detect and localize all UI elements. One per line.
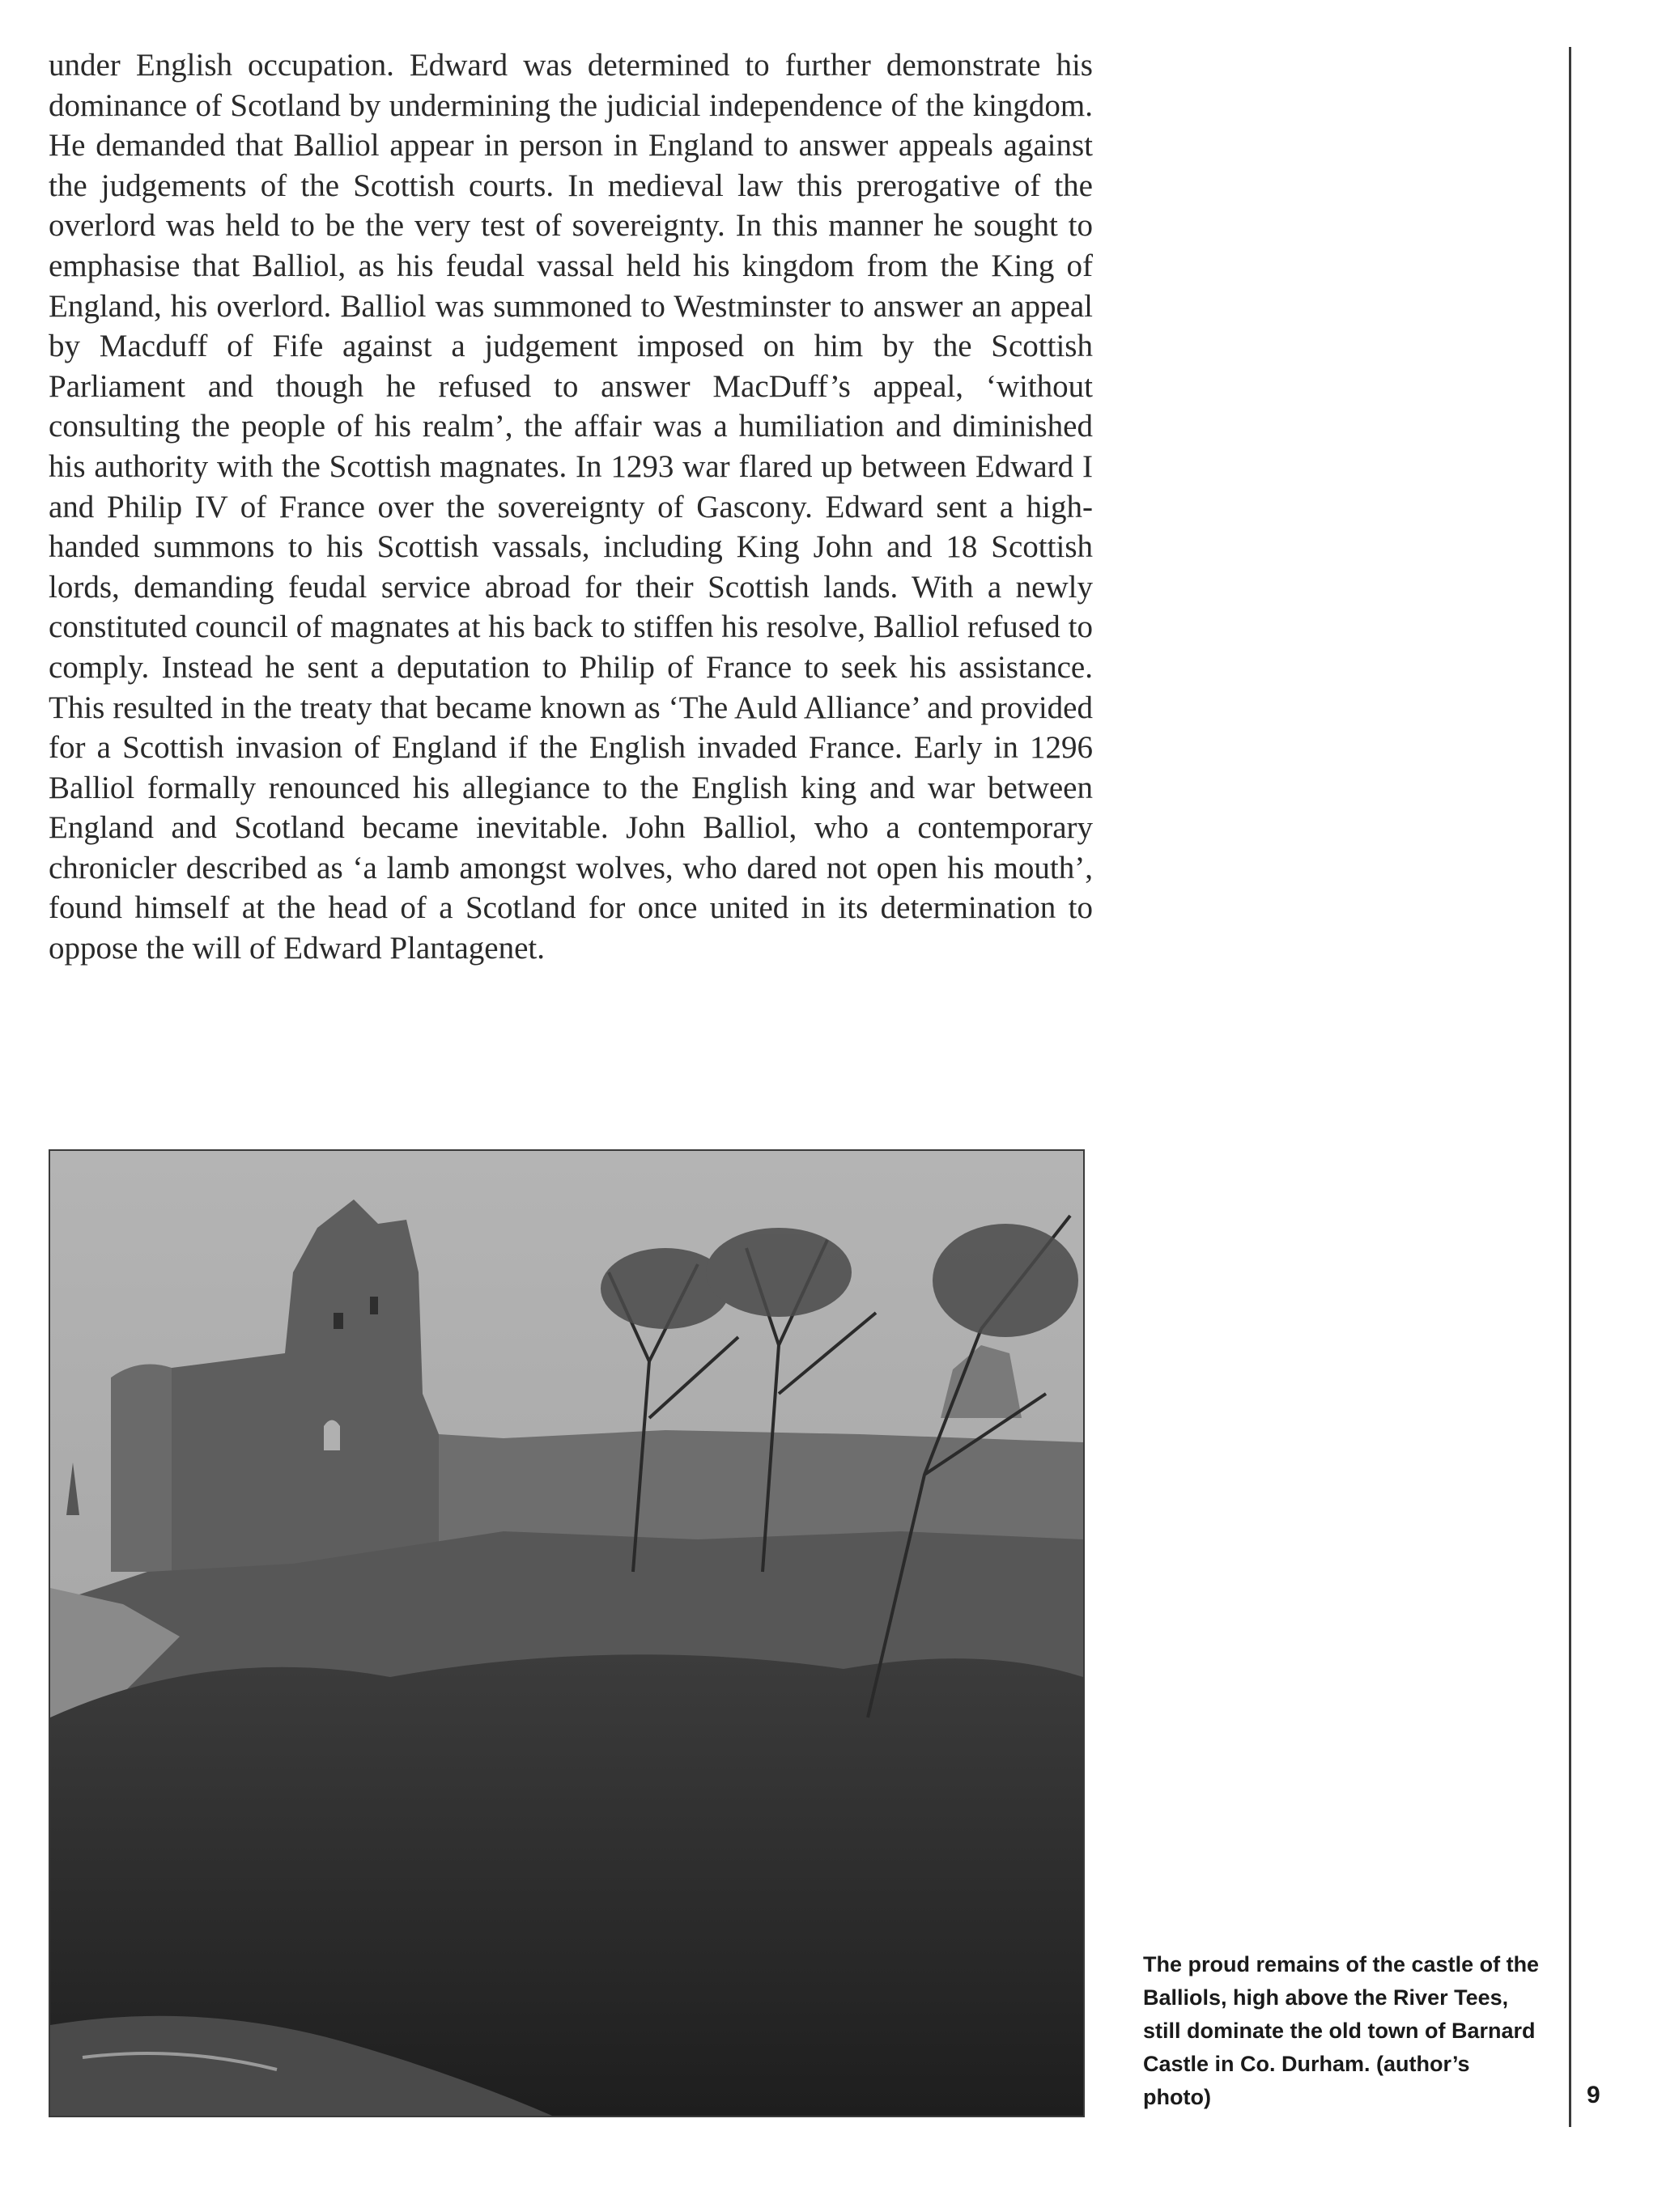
castle-photo [49, 1149, 1085, 2117]
page-number: 9 [1587, 2082, 1600, 2108]
body-text: under English occupation. Edward was determined to further demonstrate his dominance of Scotland by undermining the judicial independence of the kingdom. He demanded that Balliol appear in person in England to answer appeals against the judgements of the Scottish courts. In medieval law this prerogative of the overlord was held to be the very test of sovereignty. In this manner he sought to emphasise that Balliol, as his feudal vassal held his kingdom from the King of England, his overlord. Balliol was summoned to Westminster to answer an appeal by Macduff of Fife against a judgement imposed on him by the Scottish Parliament and though he refused to answer MacDuff’s appeal, ‘without consulting the people of his realm’, the affair was a humiliation and diminished his authority with the Scottish magnates. In 1293 war flared up between Edward I and Philip IV of France over the sovereignty of Gascony. Edward sent a high-handed summons to his Scottish vassals, including King John and 18 Scottish lords, demanding feudal service abroad for their Scottish lands. With a newly constituted council of magnates at his back to stiffen his resolve, Balliol refused to comply. Instead he sent a deputation to Philip of France to seek his assistance. This resulted in the treaty that became known as ‘The Auld Alliance’ and provided for a Scottish invasion of England if the English invaded France. Early in 1296 Balliol formally renounced his allegiance to the English king and war between England and Scotland became inevitable. John Balliol, who a contemporary chronicler described as ‘a lamb amongst wolves, who dared not open his mouth’, found himself at the head of a Scotland for once united in its determination to oppose the will of Edward Plantagenet. [49, 48, 1093, 966]
photo-caption: The proud remains of the castle of the Balliols, high above the River Tees, still dominate the old town of Barnard Castle in Co. Durham. (author’s photo) [1143, 1952, 1540, 2109]
vertical-rule [1569, 47, 1571, 2127]
